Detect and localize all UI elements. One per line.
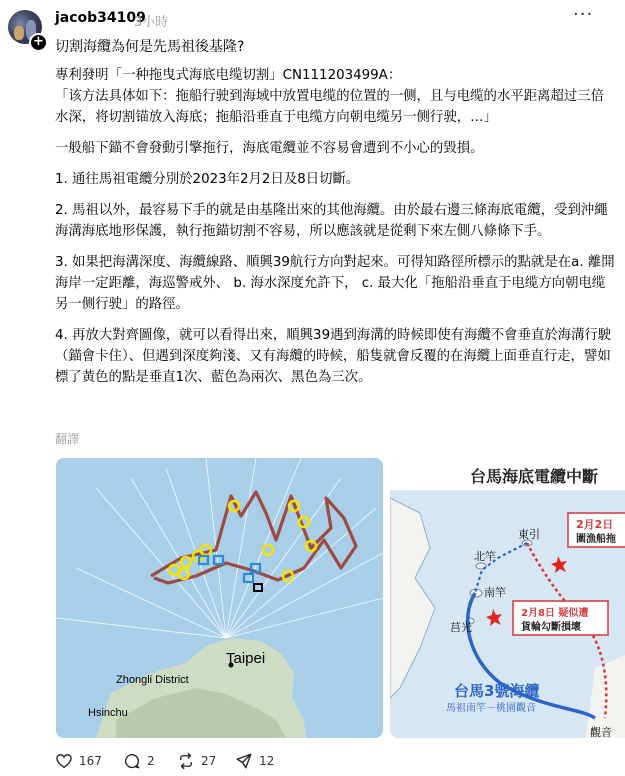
repost-button[interactable] — [177, 752, 216, 770]
post-title: 切割海纜為何是先馬祖後基隆? — [55, 39, 245, 55]
paragraph-anchor: 一般船下錨不會發動引擎拖行，海底電纜並不容易會遭到不小心的毀損。 — [55, 141, 484, 156]
callout-feb8-line2: 貨輪勾斷損壞 — [521, 622, 581, 633]
label-guanyin: 觀音 — [590, 726, 612, 738]
callout-feb8 — [513, 601, 608, 635]
username[interactable]: jacob34109 — [55, 10, 146, 26]
cable-name: 台馬3號海纜 — [454, 682, 540, 700]
cable-news-graphic — [390, 458, 625, 738]
callout-feb2-line2: 圍漁船拖 — [576, 534, 616, 545]
label-dongyin: 東引 — [518, 528, 540, 541]
follow-plus-icon[interactable]: + — [29, 33, 48, 52]
heart-icon — [55, 752, 73, 770]
map-label-zhongli: Zhongli District — [116, 674, 189, 686]
paragraph-point-1: 1. 通往馬祖電纜分別於2023年2月2日及8日切斷。 — [55, 172, 360, 187]
post-body — [55, 65, 617, 398]
route-map-image[interactable] — [56, 458, 383, 738]
news-title: 台馬海底電纜中斷 — [470, 467, 599, 486]
label-juguang: 莒光 — [450, 621, 472, 634]
map-label-taipei: Taipei — [226, 650, 266, 667]
label-nangan: 南竿 — [484, 586, 506, 599]
route-map-graphic — [56, 458, 383, 738]
label-beigan: 北竿 — [474, 550, 496, 563]
callout-feb2-line1: 2月2日 — [576, 518, 614, 531]
comment-count: 2 — [147, 754, 155, 768]
callout-feb8-line1: 2月8日 疑似遭 — [521, 608, 589, 619]
callout-feb2 — [568, 513, 625, 547]
more-options-icon[interactable]: ··· — [573, 4, 594, 25]
cable-news-image[interactable] — [390, 458, 625, 738]
cable-route: 馬祖南竿－桃園觀音 — [446, 703, 536, 714]
paragraph-point-2: 2. 馬祖以外，最容易下手的就是由基隆出來的其他海纜。由於最右邊三條海底電纜，受到沖繩海溝海底地形保護，執行拖錨切割不容易，所以應該就是從剩下來左側八條條下手。 — [55, 203, 608, 239]
share-count: 12 — [259, 754, 275, 768]
paragraph-patent: 專利發明「一种拖曳式海底电缆切割」CN111203499A： 「该方法具体如下：拖船行驶到海域中放置电缆的位置的一侧，且与电缆的水平距离超过三倍水深，将切割锚放入海底；拖船沿垂直于电缆方向朝电缆另一侧行驶，…」 — [55, 68, 605, 125]
post-time: 3小時 — [134, 15, 169, 30]
comment-button[interactable] — [123, 752, 155, 770]
repost-icon — [177, 752, 195, 770]
like-count: 167 — [79, 754, 102, 768]
share-button[interactable] — [235, 752, 274, 770]
map-label-hsinchu: Hsinchu — [88, 707, 128, 719]
repost-count: 27 — [201, 754, 217, 768]
paragraph-point-4: 4. 再放大對齊圖像，就可以看得出來，順興39遇到海溝的時候即使有海纜不會垂直於海溝行駛（錨會卡住）、但遇到深度夠淺、又有海纜的時候，船隻就會反覆的在海纜上面垂直行走，譬如標了黃色的點是垂直1次、藍色為兩次、黑色為三次。 — [55, 328, 612, 385]
comment-icon — [123, 752, 141, 770]
send-icon — [235, 752, 253, 770]
like-button[interactable] — [55, 752, 102, 770]
paragraph-point-3: 3. 如果把海溝深度、海纜線路、順興39航行方向對起來。可得知路徑所標示的點就是在a. 離開海岸一定距離，海巡警戒外、 b. 海水深度允許下， c. 最大化「拖船沿垂直于电缆方向朝电缆另一侧行驶」的路徑。 — [55, 255, 615, 312]
translate-link[interactable]: 翻譯 — [55, 432, 80, 446]
